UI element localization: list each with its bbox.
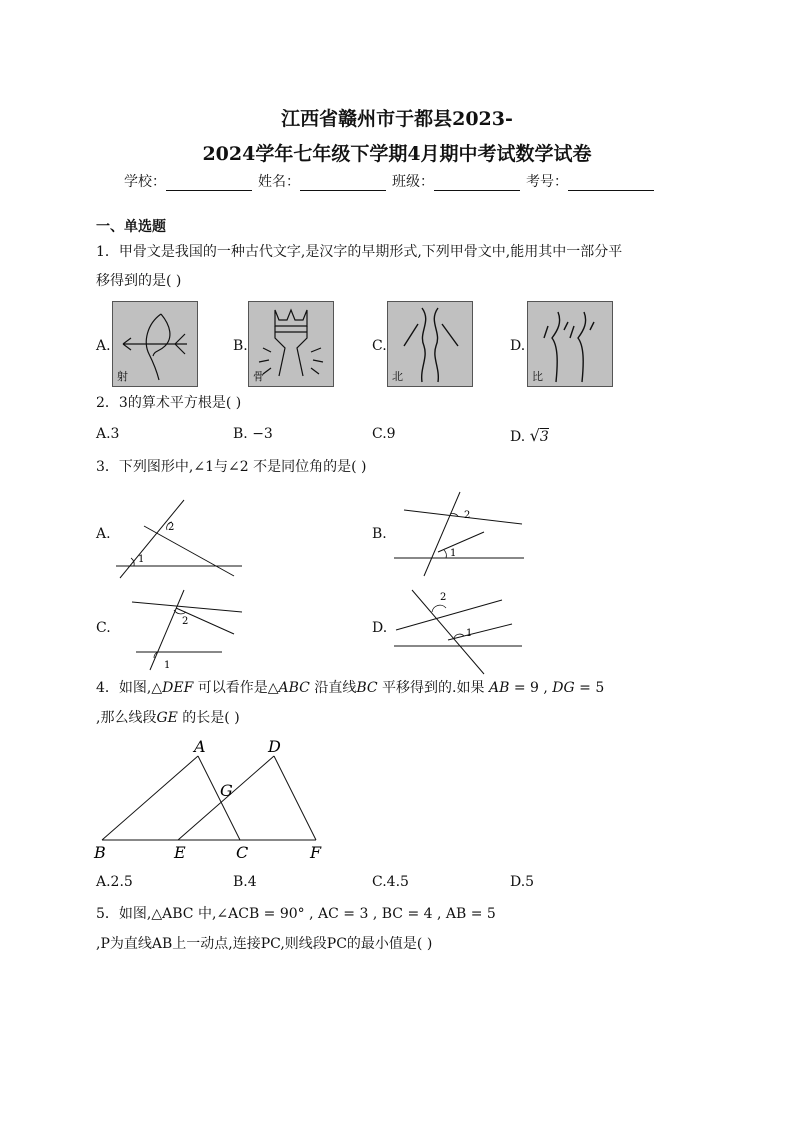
q3a-angle-1: 1 — [138, 554, 145, 565]
q2-option-d: D. √3 — [510, 426, 549, 445]
title-line-1: 江西省赣州市于都县2023- — [281, 108, 513, 130]
q1-text-line2: 移得到的是( ) — [96, 273, 182, 289]
q5-text-line1: 5．如图,△ABC 中,∠ACB = 90° , AC = 3 , BC = 4 , AB = 5 — [96, 906, 496, 922]
class-field[interactable] — [434, 176, 520, 191]
q1-option-a-label: A. — [96, 338, 111, 354]
q2-option-a: A.3 — [96, 426, 120, 442]
q3-figure-c — [118, 586, 248, 672]
q1-option-b-char: 骨 — [253, 370, 264, 383]
q4-point-e: E — [174, 843, 186, 862]
q4-triangle-figure — [90, 734, 340, 864]
q3d-angle-2: 2 — [440, 592, 447, 603]
q3-figure-b — [392, 490, 532, 582]
q3c-angle-1: 1 — [164, 660, 171, 671]
section-heading: 一、单选题 — [96, 219, 166, 235]
q3c-angle-2: 2 — [182, 616, 189, 627]
number-field[interactable] — [568, 176, 654, 191]
q3-option-a-label: A. — [96, 526, 111, 542]
q1-option-b-label: B. — [233, 338, 248, 354]
q4-point-b: B — [94, 843, 106, 862]
q4-text-line2: ,那么线段GE 的长是( ) — [96, 710, 240, 726]
q3-option-d-label: D. — [372, 620, 388, 636]
q4-point-a: A — [194, 737, 206, 756]
q5-text-line2: ,P为直线AB上一动点,连接PC,则线段PC的最小值是( ) — [96, 936, 433, 952]
q4-option-b: B.4 — [233, 874, 257, 890]
q4-option-a: A.2.5 — [96, 874, 133, 890]
q4-point-f: F — [310, 843, 322, 862]
q1-text-line1: 1．甲骨文是我国的一种古代文字,是汉字的早期形式,下列甲骨文中,能用其中一部分平 — [96, 244, 623, 260]
q2-option-b: B. −3 — [233, 426, 273, 442]
q1-option-a-image — [112, 301, 198, 387]
q4-point-d: D — [268, 737, 281, 756]
q3-text: 3．下列图形中,∠1与∠2 不是同位角的是( ) — [96, 459, 367, 475]
q3-figure-d — [392, 582, 532, 676]
class-label: 班级： — [392, 174, 434, 190]
q4-option-c: C.4.5 — [372, 874, 409, 890]
student-info — [124, 171, 660, 191]
q1-option-b-image — [248, 301, 334, 387]
q3d-angle-1: 1 — [466, 628, 473, 639]
q3-figure-a — [110, 492, 250, 582]
q1-option-d-char: 比 — [532, 370, 543, 383]
name-field[interactable] — [300, 176, 386, 191]
sqrt-radicand: 3 — [539, 429, 549, 445]
q4-point-g: G — [220, 781, 233, 800]
q4-point-c: C — [236, 843, 249, 862]
school-field[interactable] — [166, 176, 252, 191]
q3b-angle-2: 2 — [464, 510, 471, 521]
number-label: 考号： — [526, 174, 568, 190]
q3b-angle-1: 1 — [450, 548, 457, 559]
q2-option-c: C.9 — [372, 426, 396, 442]
q4-text-line1: 4．如图,△DEF 可以看作是△ABC 沿直线BC 平移得到的.如果 AB = 9 , DG = 5 — [96, 680, 605, 696]
q3a-angle-2: 2 — [168, 522, 175, 533]
school-label: 学校： — [124, 174, 166, 190]
q1-option-c-image — [387, 301, 473, 387]
sqrt-symbol: √ — [529, 426, 540, 445]
q3-option-b-label: B. — [372, 526, 387, 542]
q1-option-c-label: C. — [372, 338, 387, 354]
q4-option-d: D.5 — [510, 874, 535, 890]
q2-text: 2．3的算术平方根是( ) — [96, 395, 242, 411]
q1-option-d-image — [527, 301, 613, 387]
name-label: 姓名： — [258, 174, 300, 190]
q1-option-d-label: D. — [510, 338, 526, 354]
title-line-2: 2024学年七年级下学期4月期中考试数学试卷 — [202, 143, 592, 165]
q1-option-c-char: 北 — [392, 370, 403, 383]
q3-option-c-label: C. — [96, 620, 111, 636]
q1-option-a-char: 射 — [117, 370, 128, 383]
